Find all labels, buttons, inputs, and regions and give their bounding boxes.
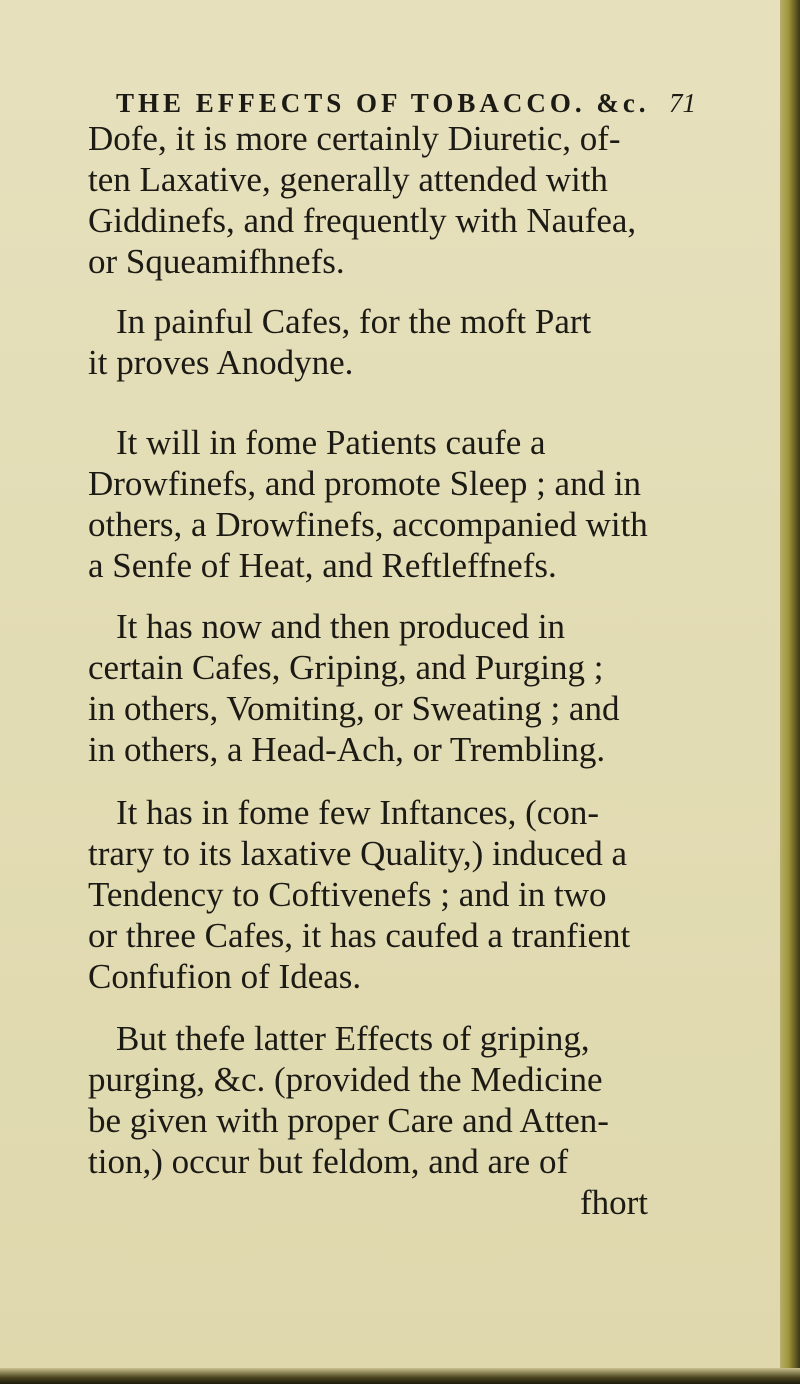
text-line: purging, &c. (provided the Medicine	[88, 1060, 603, 1099]
text-line: Confufion of Ideas.	[88, 957, 362, 996]
text-line: It will in fome Patients caufe a	[116, 423, 546, 462]
text-line: it proves Anodyne.	[88, 343, 354, 382]
text-line: others, a Drowfinefs, accompanied with	[88, 505, 648, 544]
text-line: Drowfinefs, and promote Sleep ; and in	[88, 464, 642, 503]
text-line: But thefe latter Effects of griping,	[116, 1019, 590, 1058]
text-line: Dofe, it is more certainly Diuretic, of-	[88, 119, 621, 158]
text-line: trary to its laxative Quality,) induced a	[88, 834, 628, 873]
text-line: in others, a Head-Ach, or Trembling.	[88, 730, 606, 769]
text-line: In painful Cafes, for the moft Part	[116, 302, 592, 341]
text-line: a Senfe of Heat, and Reftleffnefs.	[88, 546, 557, 585]
paragraph-1	[88, 118, 668, 282]
text-line: It has in fome few Inftances, (con-	[116, 793, 599, 832]
page-edge-right	[780, 0, 800, 1384]
paragraph-2	[88, 301, 668, 383]
page-edge-bottom	[0, 1368, 800, 1384]
text-line: or three Cafes, it has caufed a tranfient	[88, 916, 631, 955]
text-line: Tendency to Coftivenefs ; and in two	[88, 875, 607, 914]
text-line: ten Laxative, generally attended with	[88, 160, 608, 199]
text-line: certain Cafes, Griping, and Purging ;	[88, 648, 604, 687]
text-line: Giddinefs, and frequently with Naufea,	[88, 201, 637, 240]
running-head	[116, 88, 696, 119]
running-head-title: THE EFFECTS OF TOBACCO. &c.	[116, 88, 650, 118]
text-line: be given with proper Care and Atten-	[88, 1101, 609, 1140]
paragraph-6	[88, 1018, 668, 1182]
text-line: or Squeamifhnefs.	[88, 242, 345, 281]
page-number: 71	[669, 88, 696, 118]
paragraph-5	[88, 792, 668, 997]
paragraph-3	[88, 422, 668, 586]
text-line: in others, Vomiting, or Sweating ; and	[88, 689, 620, 728]
catchword: fhort	[580, 1183, 649, 1222]
text-line: It has now and then produced in	[116, 607, 566, 646]
text-line: tion,) occur but feldom, and are of	[88, 1142, 569, 1181]
paragraph-4	[88, 606, 668, 770]
